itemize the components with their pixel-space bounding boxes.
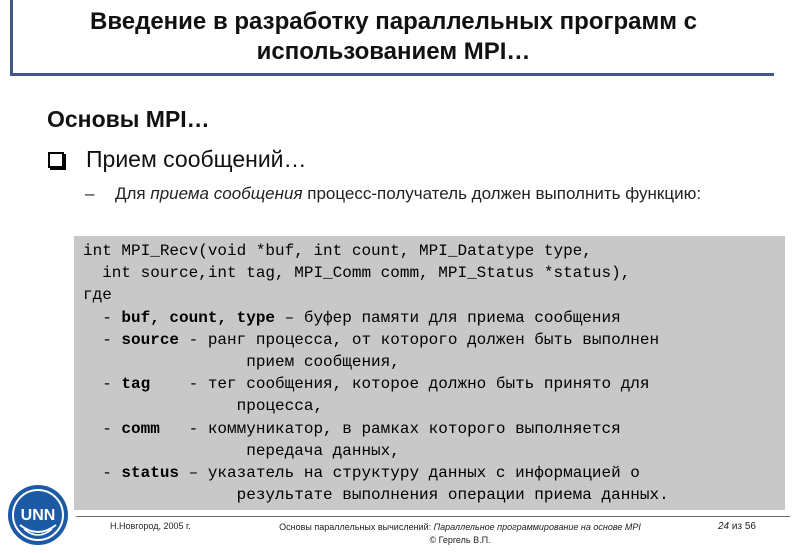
param-prefix: -: [83, 308, 122, 327]
param-desc-buf: буфер памяти для приема сообщения: [303, 308, 621, 327]
section-heading: Основы MPI…: [47, 106, 210, 132]
page-current: 24: [718, 521, 730, 532]
param-name-comm: comm: [121, 419, 160, 438]
page-sep: из: [729, 521, 745, 532]
param-cont-status: результате выполнения операции приема данных.: [83, 486, 669, 505]
checkbox-bullet-icon: [48, 152, 64, 168]
sub-text-italic: приема сообщения: [150, 184, 303, 203]
logo-text: UNN: [20, 507, 56, 524]
param-sep: –: [179, 464, 208, 483]
sub-bullet: [85, 183, 745, 205]
param-cont-source: прием сообщения,: [83, 353, 400, 372]
code-signature-line2: int source,int tag, MPI_Comm comm, MPI_Status *status),: [83, 264, 631, 283]
param-desc-status: указатель на структуру данных с информацией о: [207, 464, 640, 483]
param-name-source: source: [121, 330, 180, 349]
param-sep: -: [179, 330, 208, 349]
param-sep: –: [275, 308, 304, 327]
footer-divider: [76, 516, 790, 517]
param-prefix: -: [83, 330, 122, 349]
title-box: [10, 0, 774, 76]
footer-course-normal: Основы параллельных вычислений:: [279, 522, 434, 532]
footer-course-italic: Параллельное программирование на основе MPI: [433, 522, 641, 532]
param-name-buf: buf, count, type: [121, 308, 276, 327]
sub-text-before: Для: [115, 184, 151, 203]
unn-logo-icon: [6, 483, 70, 547]
footer-location: Н.Новгород, 2005 г.: [110, 521, 191, 531]
param-desc-source: ранг процесса, от которого должен быть выполнен: [207, 330, 660, 349]
param-desc-comm: коммуникатор, в рамках которого выполняется: [207, 419, 621, 438]
param-cont-comm: передача данных,: [83, 441, 400, 460]
code-block: [74, 236, 785, 510]
param-name-tag: tag: [121, 375, 151, 394]
bullet-text: Прием сообщений…: [86, 146, 307, 172]
dash-marker: –: [85, 184, 95, 203]
param-prefix: -: [83, 375, 122, 394]
param-name-status: status: [121, 464, 180, 483]
sub-bullet-text: [115, 183, 701, 205]
code-where: где: [83, 286, 112, 305]
param-sep: -: [159, 419, 208, 438]
bullet-item: [48, 146, 307, 173]
footer-copyright: © Гергель В.П.: [429, 535, 491, 545]
param-prefix: -: [83, 419, 122, 438]
param-sep: -: [150, 375, 208, 394]
param-desc-tag: тег сообщения, которое должно быть принято для: [207, 375, 650, 394]
param-cont-tag: процесса,: [83, 397, 324, 416]
code-signature-line1: int MPI_Recv(void *buf, int count, MPI_Datatype type,: [83, 242, 592, 260]
footer-page-number: [718, 521, 756, 532]
footer-course: [250, 521, 670, 547]
page-total: 56: [744, 521, 756, 532]
slide-title: Введение в разработку параллельных программ с использованием MPI…: [89, 7, 698, 65]
param-prefix: -: [83, 464, 122, 483]
sub-text-after: процесс-получатель должен выполнить функцию:: [302, 184, 702, 203]
